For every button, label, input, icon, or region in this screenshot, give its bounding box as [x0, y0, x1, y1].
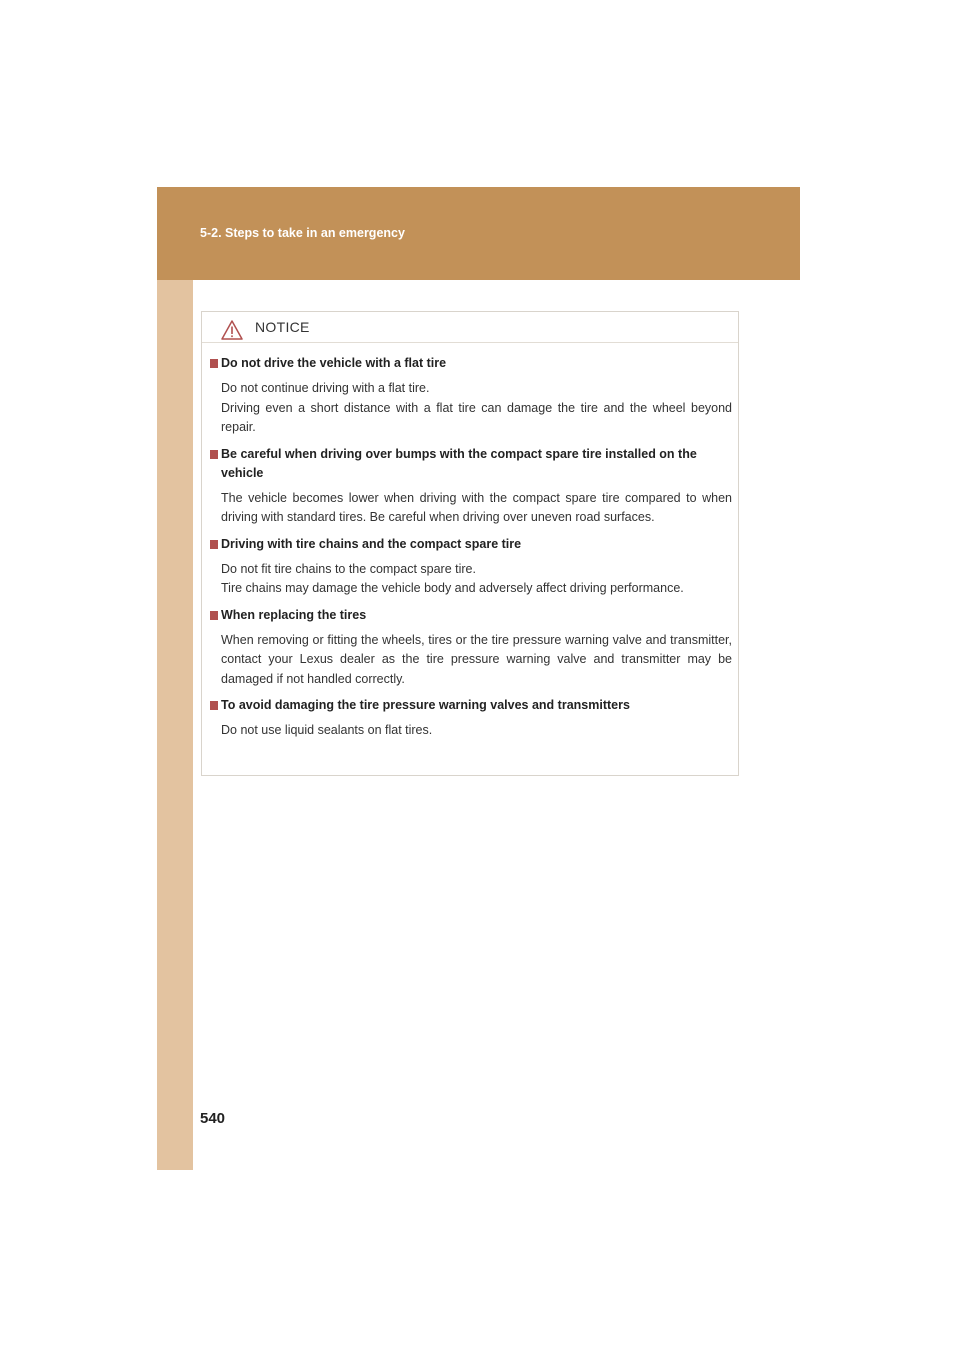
notice-item-heading: Be careful when driving over bumps with the compact spare tire installed on the vehicle: [202, 445, 738, 483]
notice-item-heading: To avoid damaging the tire pressure warning valves and transmitters: [202, 696, 738, 715]
bullet-square-icon: [210, 540, 218, 549]
notice-item-text: Do not continue driving with a flat tire. Driving even a short distance with a flat tire can damage the tire and the wheel beyond repair.: [221, 381, 732, 434]
bullet-square-icon: [210, 450, 218, 459]
notice-item: [202, 354, 738, 438]
notice-item-heading: Do not drive the vehicle with a flat tire: [202, 354, 738, 373]
bullet-square-icon: [210, 611, 218, 620]
notice-item-heading: When replacing the tires: [202, 606, 738, 625]
bullet-square-icon: [210, 701, 218, 710]
notice-item: [202, 445, 738, 528]
notice-box: [201, 311, 739, 776]
notice-item: [202, 696, 738, 741]
notice-title: NOTICE: [255, 319, 310, 335]
side-strip: [157, 280, 193, 1170]
notice-item-text: Do not fit tire chains to the compact spare tire. Tire chains may damage the vehicle body and adversely affect driving performance.: [221, 561, 684, 595]
notice-item-text: Do not use liquid sealants on flat tires.: [221, 723, 433, 737]
bullet-square-icon: [210, 359, 218, 368]
notice-item-text: The vehicle becomes lower when driving with the compact spare tire compared to when driving with standard tires. Be careful when driving over uneven road surfaces.: [221, 490, 732, 524]
notice-item: [202, 535, 738, 599]
notice-item-heading: Driving with tire chains and the compact spare tire: [202, 535, 738, 554]
warning-triangle-icon: [221, 320, 243, 340]
notice-header: [202, 312, 738, 343]
notice-item-text: When removing or fitting the wheels, tires or the tire pressure warning valve and transmitter, contact your Lexus dealer as the tire pressure warning valve and transmitter may be damaged if not handled correctly.: [221, 632, 732, 686]
notice-item: [202, 606, 738, 690]
notice-body: [202, 354, 738, 748]
section-title: 5-2. Steps to take in an emergency: [200, 226, 405, 240]
page-number: 540: [200, 1110, 226, 1127]
